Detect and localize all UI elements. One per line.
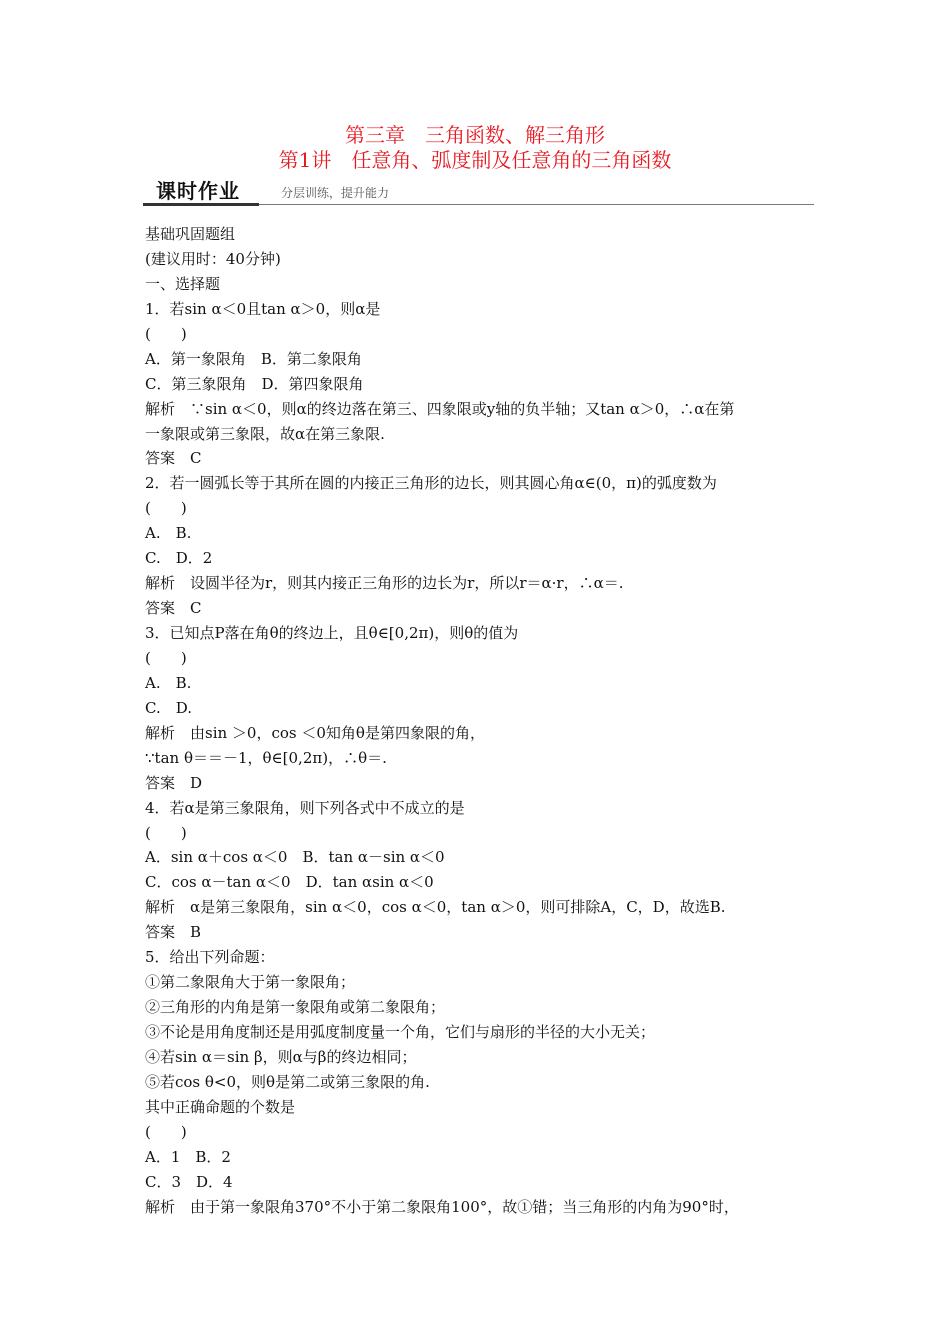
text-line: 解析 由于第一象限角370°不小于第二象限角100°，故①错；当三角形的内角为90°时， bbox=[145, 1197, 739, 1216]
text-line: 解析 α是第三象限角，sin α＜0，cos α＜0，tan α＞0，则可排除A，C，D，故选B. bbox=[145, 898, 726, 917]
text-line: A．sin α＋cos α＜0 B．tan α－sin α＜0 bbox=[145, 848, 445, 867]
text-line: 解析 设圆半径为r，则其内接正三角形的边长为r，所以r＝α·r，∴α＝. bbox=[145, 574, 624, 593]
text-line: ②三角形的内角是第一象限角或第二象限角； bbox=[145, 998, 446, 1017]
banner-underline-thick bbox=[143, 203, 259, 206]
text-line: 一象限或第三象限，故α在第三象限. bbox=[145, 424, 385, 443]
text-line: ③不论是用角度制还是用弧度制度量一个角，它们与扇形的半径的大小无关； bbox=[145, 1023, 656, 1041]
text-line: C．第三象限角 D．第四象限角 bbox=[145, 374, 364, 393]
text-line: C．cos α－tan α＜0 D．tan αsin α＜0 bbox=[145, 873, 434, 892]
text-line: 一、选择题 bbox=[145, 274, 221, 293]
text-line: ( ) bbox=[145, 499, 187, 518]
banner-underline-thin bbox=[259, 204, 814, 205]
text-line: (建议用时：40分钟) bbox=[145, 249, 281, 268]
text-line: 答案 B bbox=[145, 923, 202, 942]
text-line: A．1 B．2 bbox=[145, 1147, 231, 1166]
text-line: 解析 ∵sin α＜0，则α的终边落在第三、四象限或y轴的负半轴；又tan α＞0，∴α在第 bbox=[145, 399, 735, 418]
text-line: 答案 C bbox=[145, 449, 202, 468]
text-line: ∵tan θ＝＝－1，θ∈[0,2π)，∴θ＝. bbox=[145, 748, 387, 767]
text-line: 答案 D bbox=[145, 773, 203, 792]
text-line: ( ) bbox=[145, 324, 187, 343]
text-line: C．3 D．4 bbox=[145, 1172, 233, 1191]
chapter-title: 第三章 三角函数、解三角形 bbox=[345, 123, 605, 147]
text-line: C. D．2 bbox=[145, 549, 213, 568]
banner-label: 课时作业 bbox=[156, 179, 240, 203]
text-line: 3．已知点P落在角θ的终边上，且θ∈[0,2π)，则θ的值为 bbox=[145, 624, 519, 642]
text-line: A. B. bbox=[145, 673, 192, 692]
text-line: A．第一象限角 B．第二象限角 bbox=[145, 349, 362, 368]
text-line: ④若sin α＝sin β，则α与β的终边相同； bbox=[145, 1047, 417, 1066]
text-line: 基础巩固题组 bbox=[145, 225, 236, 243]
text-line: 1．若sin α＜0且tan α＞0，则α是 bbox=[145, 299, 381, 318]
text-line: 其中正确命题的个数是 bbox=[145, 1097, 296, 1116]
text-line: 解析 由sin ＞0，cos ＜0知角θ是第四象限的角， bbox=[145, 723, 485, 742]
text-line: ⑤若cos θ<0，则θ是第二或第三象限的角. bbox=[145, 1072, 430, 1091]
text-line: ①第二象限角大于第一象限角； bbox=[145, 973, 356, 992]
text-line: 5．给出下列命题： bbox=[145, 948, 275, 967]
text-line: A. B. bbox=[145, 524, 192, 543]
banner-subtitle: 分层训练，提升能力 bbox=[281, 186, 390, 200]
text-line: 答案 C bbox=[145, 599, 202, 618]
text-line: ( ) bbox=[145, 648, 187, 667]
text-line: C. D. bbox=[145, 698, 192, 717]
text-line: ( ) bbox=[145, 1122, 187, 1141]
text-line: 4．若α是第三象限角，则下列各式中不成立的是 bbox=[145, 798, 465, 817]
exercise-body bbox=[145, 222, 817, 1220]
homework-banner bbox=[143, 178, 814, 206]
lesson-title: 第1讲 任意角、弧度制及任意角的三角函数 bbox=[278, 148, 672, 172]
text-line: ( ) bbox=[145, 823, 187, 842]
text-line: 2．若一圆弧长等于其所在圆的内接正三角形的边长，则其圆心角α∈(0，π)的弧度数为 bbox=[145, 474, 717, 493]
banner-label-box bbox=[143, 178, 259, 204]
